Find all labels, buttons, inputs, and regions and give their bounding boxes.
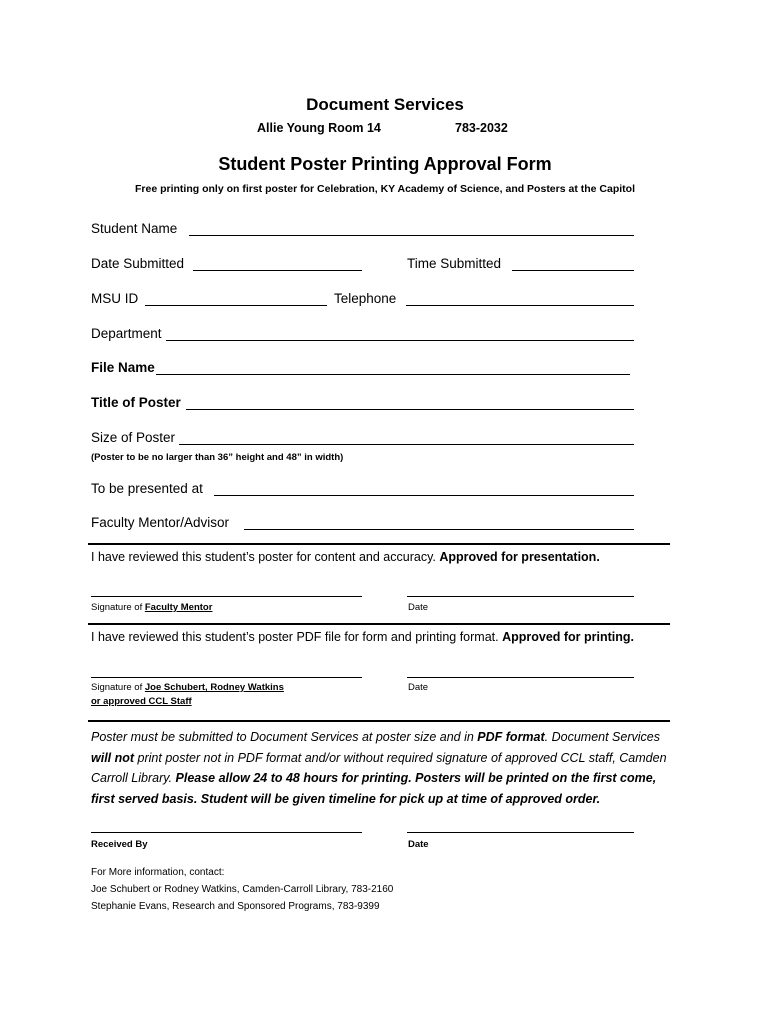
date-submitted-label: Date Submitted [91, 256, 185, 271]
date-submitted-field[interactable] [193, 256, 362, 271]
policy-will-not: will not [91, 750, 135, 765]
received-by-label: Received By [91, 839, 148, 850]
staff-signature-caption [91, 682, 284, 693]
time-submitted-label: Time Submitted [407, 256, 502, 271]
faculty-mentor-field[interactable] [244, 515, 634, 530]
faculty-signature-prefix: Signature of [91, 602, 143, 613]
staff-review-statement [91, 630, 634, 644]
staff-signer-alt: or approved CCL Staff [91, 696, 192, 707]
staff-signer: Joe Schubert, Rodney Watkins [144, 682, 284, 693]
faculty-signer: Faculty Mentor [144, 602, 213, 613]
presented-at-field[interactable] [214, 481, 634, 496]
faculty-review-statement [91, 550, 600, 564]
msu-id-field[interactable] [145, 291, 327, 306]
department-label: Department [91, 326, 162, 341]
received-date-label: Date [408, 839, 429, 850]
office-phone: 783-2032 [455, 121, 508, 135]
staff-date-caption: Date [408, 682, 429, 693]
info-contact-research: Stephanie Evans, Research and Sponsored Programs, 783-9399 [91, 901, 380, 912]
staff-signer-line2 [91, 696, 192, 707]
size-of-poster-label: Size of Poster [91, 430, 176, 445]
policy-text: Poster must be submitted to Document Services at poster size and in [91, 730, 478, 744]
received-by-line[interactable] [91, 818, 362, 833]
submission-policy [91, 727, 683, 809]
size-of-poster-field[interactable] [179, 430, 634, 445]
file-name-label: File Name [91, 360, 155, 375]
policy-timeline: Please allow 24 to 48 hours for printing. Posters will be printed on the first come, first served basis. Student will be given timeline for pick up at time of approved order. [91, 771, 657, 806]
free-printing-note: Free printing only on first poster for Celebration, KY Academy of Science, and Posters at the Capitol [134, 183, 635, 195]
department-field[interactable] [166, 326, 634, 341]
staff-date-line[interactable] [407, 663, 634, 678]
section-divider [88, 720, 670, 722]
faculty-date-caption: Date [408, 602, 429, 613]
msu-id-label: MSU ID [91, 291, 139, 306]
faculty-mentor-label: Faculty Mentor/Advisor [91, 515, 230, 530]
title-of-poster-label: Title of Poster [91, 395, 181, 410]
student-name-label: Student Name [91, 221, 178, 236]
time-submitted-field[interactable] [512, 256, 634, 271]
office-location: Allie Young Room 14 [257, 121, 381, 135]
faculty-review-text: I have reviewed this student’s poster for content and accuracy. [91, 550, 436, 564]
info-contact-library: Joe Schubert or Rodney Watkins, Camden-Carroll Library, 783-2160 [91, 884, 394, 895]
faculty-approval-text: Approved for presentation. [439, 550, 600, 564]
faculty-signature-caption [91, 602, 212, 613]
presented-at-label: To be presented at [91, 481, 203, 496]
document-services-title: Document Services [306, 95, 464, 114]
policy-text: . Document Services [544, 730, 660, 744]
poster-size-note: (Poster to be no larger than 36” height and 48” in width) [91, 452, 344, 463]
form-title: Student Poster Printing Approval Form [218, 154, 552, 174]
info-heading: For More information, contact: [91, 867, 225, 878]
staff-signature-line[interactable] [91, 663, 362, 678]
title-of-poster-field[interactable] [186, 395, 634, 410]
policy-text: print poster not in PDF format and/or without required signature of approved CCL staff, Camden Carroll Library. [91, 750, 667, 785]
telephone-field[interactable] [406, 291, 634, 306]
received-date-line[interactable] [407, 818, 634, 833]
faculty-date-line[interactable] [407, 582, 634, 597]
file-name-field[interactable] [156, 360, 630, 375]
staff-approval-text: Approved for printing. [502, 630, 635, 644]
staff-review-text: I have reviewed this student’s poster PDF file for form and printing format. [91, 630, 499, 644]
section-divider [88, 543, 670, 545]
section-divider [88, 623, 670, 625]
policy-pdf-format: PDF format [477, 730, 545, 744]
student-name-field[interactable] [189, 221, 634, 236]
staff-signature-prefix: Signature of [91, 682, 143, 693]
faculty-signature-line[interactable] [91, 582, 362, 597]
telephone-label: Telephone [334, 291, 397, 306]
